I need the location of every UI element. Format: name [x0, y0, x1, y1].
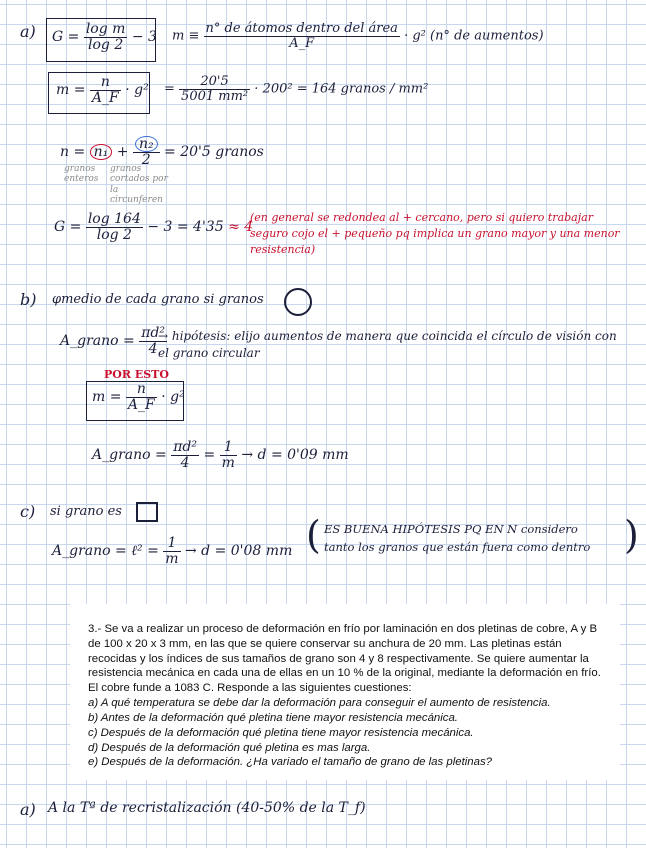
area2-den2: m	[221, 454, 235, 471]
n1-note: granos enteros	[64, 164, 99, 185]
n-result: = 20'5 granos	[164, 143, 264, 160]
m-def-frac	[204, 22, 400, 50]
area-circle-den: 4	[148, 340, 158, 357]
n-formula	[60, 136, 264, 168]
m-calc-eq: =	[164, 81, 175, 97]
g-calc-tail: − 3 = 4'35	[147, 219, 224, 236]
n2-frac	[133, 136, 160, 168]
part-c-note	[324, 520, 590, 557]
n-plus: +	[116, 143, 129, 160]
area2-den: 4	[180, 454, 190, 471]
problem-statement-block	[70, 604, 620, 780]
m-formula-frac	[90, 75, 121, 105]
g-calc-frac	[86, 212, 143, 242]
question-e: e) Después de la deformación. ¿Ha variado el tamaño de grano de las pletinas?	[88, 756, 492, 769]
m-def-den: A_F	[289, 35, 315, 51]
g-rounding-note: (en general se redondea al + cercano, pero si quiero trabajar seguro cojo el + pequeño pq implica un grano mayor y una menor resistencia)	[250, 211, 620, 256]
n1-circled: n₁	[90, 144, 113, 160]
g-calc-lhs: G =	[54, 219, 82, 236]
problem-statement: 3.- Se va a realizar un proceso de deformación en frío por laminación en dos pletinas de cobre, A y B de 100 x 20 x 3 mm, en las que se quiere conservar su anchura de 20 mm. Las pletinas están recocidas y los índices de sus tamaños de grano son 4 y 8 respectivamente. Se quiere aumentar la resistencia mecánica en cada una de ellas en un 10 % de la original, mediante la deformación en frío. El cobre funde a 1083 C. Responde a las siguientes cuestiones:	[88, 623, 601, 695]
area2-num: πd²	[173, 439, 197, 455]
n2-den: 2	[141, 152, 151, 168]
m-formula	[56, 75, 149, 105]
m-formula-b	[92, 382, 185, 412]
n2-note: granos cortados por la circunferen	[110, 164, 168, 206]
area2-frac2	[220, 440, 237, 470]
m2-frac	[126, 382, 157, 412]
g-calc-num: log 164	[87, 211, 141, 227]
g-formula-tail: − 3	[131, 29, 157, 46]
m-formula-num: n	[90, 75, 121, 91]
area-square-den: m	[165, 550, 179, 567]
m-def-num: n° de átomos dentro del área	[205, 21, 398, 36]
area-circle-num: πd²	[141, 325, 165, 341]
question-c: c) Después de la deformación qué pletina tiene mayor resistencia mecánica.	[88, 726, 474, 739]
area-circle-lhs: A_grano =	[60, 333, 135, 350]
area2-frac	[171, 440, 199, 470]
m-formula-lhs: m =	[56, 82, 86, 99]
m-calc-num: 20'5	[179, 75, 250, 90]
part-c-title: si grano es	[50, 504, 122, 519]
area-square-result: → d = 0'08 mm	[185, 543, 293, 560]
g-formula-den: log 2	[88, 36, 124, 53]
g-formula-lhs: G =	[52, 29, 80, 46]
area-square-lhs: A_grano = ℓ² =	[52, 543, 159, 560]
part-c-note-line2: tanto los granos que están fuera como dentro	[324, 540, 591, 555]
g-approx: ≈ 4	[228, 219, 254, 236]
por-esto-label: POR ESTO	[104, 368, 169, 381]
part-c-note-bracket-left: (	[306, 513, 321, 557]
m-def-tail: · g² (n° de aumentos)	[404, 28, 544, 44]
square-grain-icon	[136, 502, 158, 522]
part-c-note-bracket-right: )	[624, 513, 639, 557]
answer-a-label: a)	[20, 800, 36, 819]
g-calc-den: log 2	[96, 226, 132, 243]
n-lhs: n =	[60, 143, 86, 160]
area-circle-formula	[60, 326, 167, 356]
m-definition	[172, 22, 544, 50]
g-formula	[52, 22, 157, 52]
g-calculation	[54, 212, 253, 242]
m-calc-den: 5001 mm²	[181, 88, 249, 104]
circle-grain-icon	[284, 288, 312, 316]
m2-tail: · g²	[161, 389, 185, 406]
m-calculation	[164, 75, 428, 103]
g-formula-num: log m	[85, 21, 126, 37]
part-c-note-line1: ES BUENA HIPÓTESIS PQ EN N considero	[324, 522, 578, 536]
m2-den: A_F	[127, 396, 155, 413]
m2-num: n	[126, 382, 157, 398]
g-formula-frac	[84, 22, 128, 52]
m-formula-den: A_F	[91, 89, 119, 106]
area2-result: → d = 0'09 mm	[241, 447, 349, 464]
question-d: d) Después de la deformación qué pletina es mas larga.	[88, 741, 371, 754]
area2-num2: 1	[220, 440, 237, 456]
area2-eq: =	[203, 447, 216, 464]
m-formula-tail: · g²	[125, 82, 149, 99]
hypothesis-text: → hipótesis: elijo aumentos de manera que coincida el círculo de visión con el grano circular	[158, 329, 617, 361]
m-def-prefix: m ≡	[172, 28, 200, 44]
area-circle-solution	[92, 440, 349, 470]
area-square-num: 1	[163, 536, 180, 552]
part-a-label: a)	[20, 22, 36, 41]
question-b: b) Antes de la deformación qué pletina tiene mayor resistencia mecánica.	[88, 711, 458, 724]
m-calc-frac	[179, 75, 250, 103]
n2-circled: n₂	[135, 136, 158, 152]
area-square-frac	[163, 536, 180, 566]
area-square-formula	[52, 536, 292, 566]
question-a: a) A qué temperatura se debe dar la deformación para conseguir el aumento de resistencia.	[88, 697, 551, 710]
part-b-title: φmedio de cada grano si granos	[52, 292, 264, 307]
m-calc-tail: · 200² = 164 granos / mm²	[254, 81, 429, 97]
part-c-label: c)	[20, 502, 36, 521]
answer-a-text: A la Tª de recristalización (40-50% de la T_f)	[48, 800, 366, 816]
part-b-label: b)	[20, 290, 37, 309]
m2-lhs: m =	[92, 389, 122, 406]
area2-lhs: A_grano =	[92, 447, 167, 464]
